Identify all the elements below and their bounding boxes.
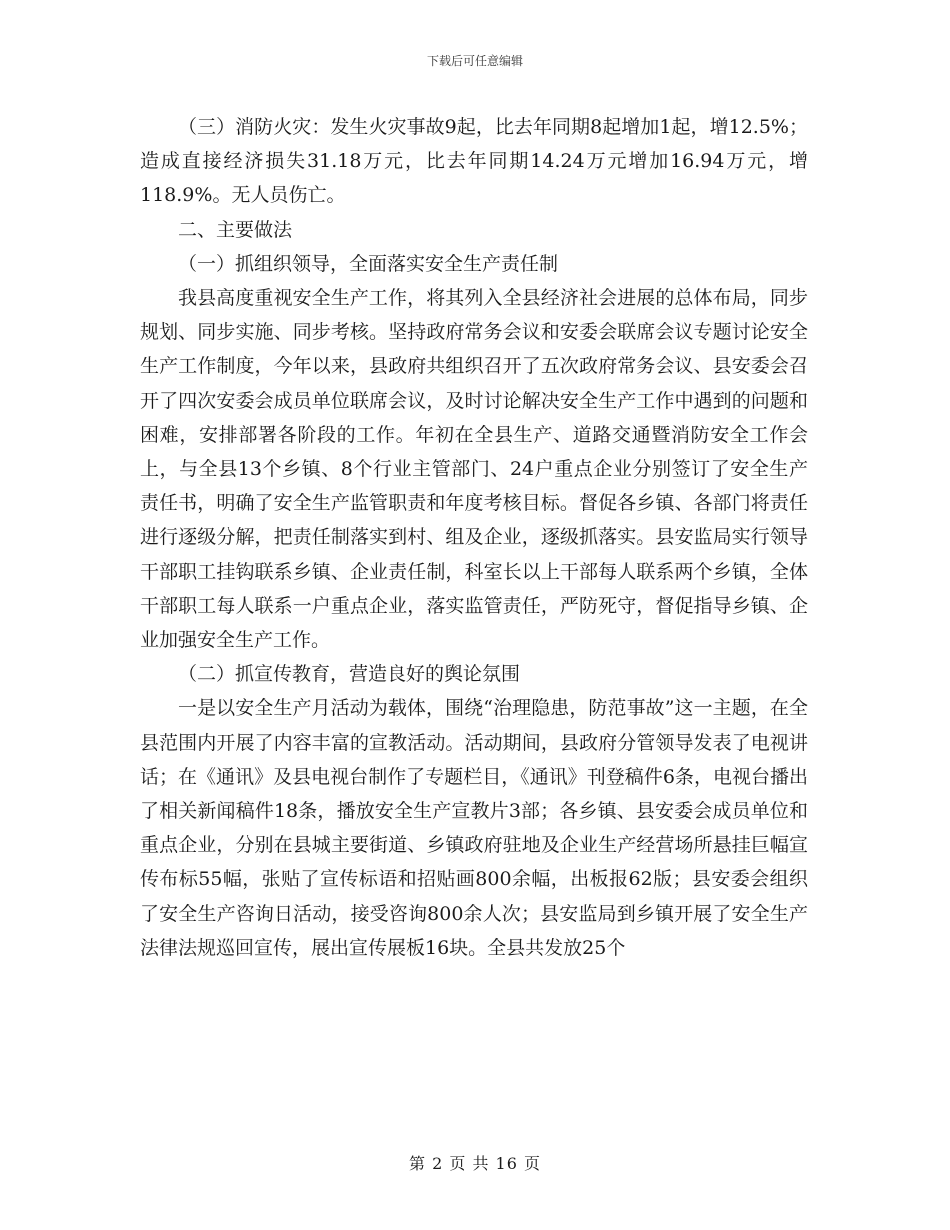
paragraph-organization-leadership: 我县高度重视安全生产工作，将其列入全县经济社会进展的总体布局，同步规划、同步实施、同步考核。坚持政府常务会议和安委会联席会议专题讨论安全生产工作制度，今年以来，县政府共组织召开了五次政府常务会议、县安委会召开了四次安委会成员单位联席会议，及时讨论解决安全生产工作中遇到的问题和困难，安排部署各阶段的工作。年初在全县生产、道路交通暨消防安全工作会上，与全县13个乡镇、8个行业主管部门、24户重点企业分别签订了安全生产责任书，明确了安全生产监管职责和年度考核目标。督促各乡镇、各部门将责任进行逐级分解，把责任制落实到村、组及企业，逐级抓落实。县安监局实行领导干部职工挂钩联系乡镇、企业责任制，科室长以上干部每人联系两个乡镇，全体干部职工每人联系一户重点企业，落实监管责任，严防死守，督促指导乡镇、企业加强安全生产工作。 xyxy=(140,287,808,652)
subheading-organization-leadership: （一）抓组织领导，全面落实安全生产责任制 xyxy=(178,252,559,275)
paragraph-publicity-education: 一是以安全生产月活动为载体，围绕“治理隐患，防范事故”这一主题，在全县范围内开展了内容丰富的宣教活动。活动期间，县政府分管领导发表了电视讲话；在《通讯》及县电视台制作了专题栏目，《通讯》刊登稿件6条，电视台播出了相关新闻稿件18条，播放安全生产宣教片3部；各乡镇、县安委会成员单位和重点企业，分别在县城主要街道、乡镇政府驻地及企业生产经营场所悬挂巨幅宣传布标55幅，张贴了宣传标语和招贴画800余幅，出板报62版；县安委会组织了安全生产咨询日活动，接受咨询800余人次；县安监局到乡镇开展了安全生产法律法规巡回宣传，展出宣传展板16块。全县共发放25个 xyxy=(140,697,808,959)
page-footer: 第 2 页 共 16 页 xyxy=(409,1154,541,1173)
subheading-publicity-education: （二）抓宣传教育，营造良好的舆论氛围 xyxy=(178,663,521,686)
page-header: 下载后可任意编辑 xyxy=(426,54,523,68)
paragraph-fire-statistics: （三）消防火灾：发生火灾事故9起，比去年同期8起增加1起，增12.5%；造成直接经济损失31.18万元，比去年同期14.24万元增加16.94万元，增118.9%。无人员伤亡。 xyxy=(140,116,808,207)
document-body xyxy=(140,110,808,965)
section-heading-main-practices: 二、主要做法 xyxy=(178,218,293,241)
